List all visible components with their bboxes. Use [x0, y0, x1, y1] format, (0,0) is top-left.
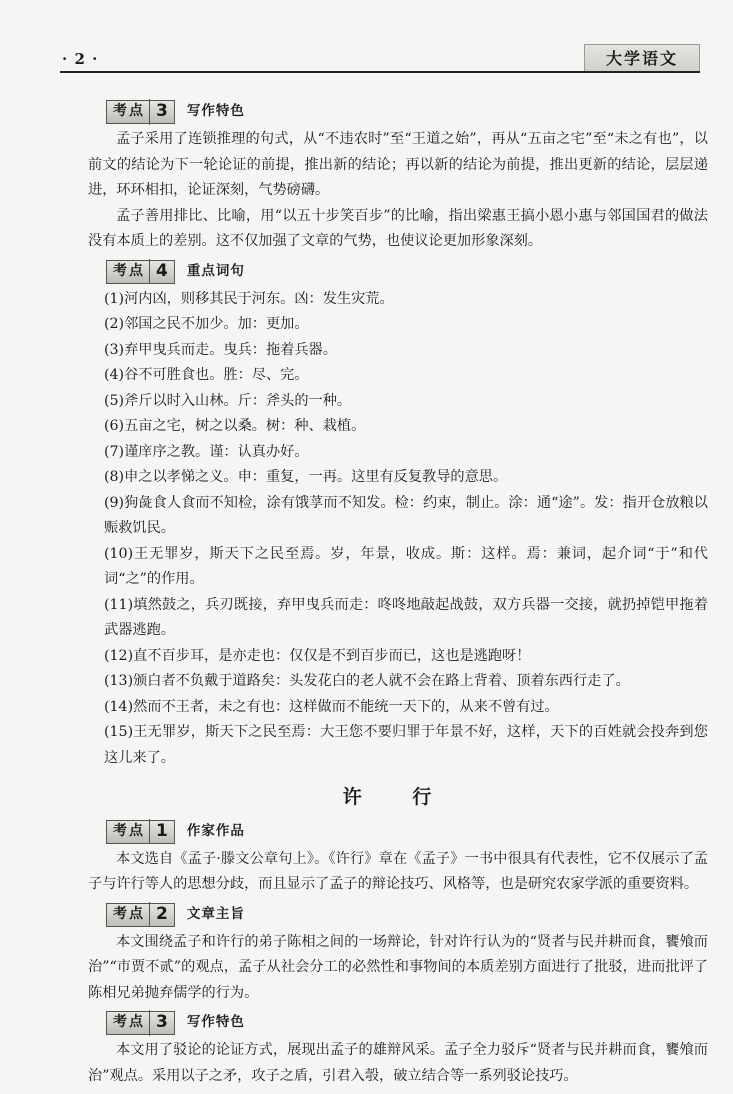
- list-item: (4)谷不可胜食也。胜：尽、完。: [104, 367, 309, 383]
- exam-point-heading: [106, 902, 708, 928]
- exam-point-number: 1: [149, 819, 168, 845]
- list-item: (11)填然鼓之，兵刃既接，弃甲曳兵而走：咚咚地敲起战鼓，双方兵器一交接，就扔掉铠甲拖着武器逃跑。: [104, 596, 708, 638]
- exam-point-number: 4: [149, 259, 168, 285]
- exam-point-badge: [106, 820, 175, 844]
- exam-point-number: 3: [149, 99, 168, 125]
- list-item: (15)王无罪岁，斯天下之民至焉：大王您不要归罪于年景不好，这样，天下的百姓就会投奔到您这儿来了。: [104, 724, 708, 766]
- exam-point-heading: [106, 99, 708, 125]
- key-phrases-list: [88, 287, 708, 772]
- exam-point-heading: [106, 819, 708, 845]
- section-title: 许 行: [342, 786, 454, 808]
- page-content: [88, 95, 708, 1089]
- paragraph: 本文选自《孟子·滕文公章句上》。《许行》章在《孟子》一书中很具有代表性，它不仅展示了孟子与许行等人的思想分歧，而且显示了孟子的辩论技巧、风格等，也是研究农家学派的重要资料。: [88, 850, 708, 892]
- list-item: (14)然而不王者，未之有也：这样做而不能统一天下的，从来不曾有过。: [104, 698, 559, 715]
- exam-point-title: 文章主旨: [186, 905, 245, 922]
- list-item: (9)狗彘食人食而不知检，涂有饿莩而不知发。检：约束，制止。涂：通“途”。发：指开仓放粮以赈救饥民。: [104, 494, 708, 536]
- list-item: (3)弃甲曳兵而走。曳兵：拖着兵器。: [104, 341, 337, 358]
- exam-point-label: 考点: [113, 822, 145, 839]
- exam-point-title: 作家作品: [186, 822, 245, 839]
- list-item: (7)谨庠序之教。谨：认真办好。: [104, 443, 309, 460]
- paragraph: 本文用了驳论的论证方式，展现出孟子的雄辩风采。孟子全力驳斥“贤者与民并耕而食，饔飧而治”观点。采用以子之矛，攻子之盾，引君入彀，破立结合等一系列驳论技巧。: [88, 1042, 708, 1084]
- list-item: (6)五亩之宅，树之以桑。树：种、栽植。: [104, 418, 366, 434]
- exam-point-label: 考点: [113, 262, 145, 279]
- exam-point-badge: [106, 1011, 175, 1035]
- exam-point-badge: [106, 260, 175, 284]
- exam-point-badge: [106, 100, 175, 124]
- exam-point-label: 考点: [113, 1014, 145, 1031]
- paragraph: 孟子善用排比、比喻，用“以五十步笑百步”的比喻，指出梁惠王搞小恩小惠与邻国国君的做法没有本质上的差别。这不仅加强了文章的气势，也使议论更加形象深刻。: [88, 207, 708, 249]
- page-number: · 2 ·: [62, 50, 99, 68]
- exam-point-title: 重点词句: [186, 262, 245, 279]
- exam-point-title: 写作特色: [186, 103, 245, 120]
- header-rule: [60, 71, 700, 73]
- list-item: (13)颁白者不负戴于道路矣：头发花白的老人就不会在路上背着、顶着东西行走了。: [104, 673, 630, 689]
- list-item: (8)申之以孝悌之义。申：重复，一再。这里有反复教导的意思。: [104, 469, 508, 485]
- list-item: (2)邻国之民不加少。加：更加。: [104, 316, 309, 332]
- exam-point-heading: [106, 259, 708, 285]
- list-item: (1)河内凶，则移其民于河东。凶：发生灾荒。: [104, 290, 394, 307]
- list-item: (5)斧斤以时入山林。斤：斧头的一种。: [104, 392, 352, 409]
- exam-point-number: 2: [149, 902, 168, 928]
- exam-point-label: 考点: [113, 905, 145, 922]
- exam-point-badge: [106, 903, 175, 927]
- exam-point-label: 考点: [113, 103, 145, 120]
- paragraph: 本文围绕孟子和许行的弟子陈相之间的一场辩论，针对许行认为的“贤者与民并耕而食，饔飧而治”“市贾不贰”的观点，孟子从社会分工的必然性和事物间的本质差别方面进行了批驳，进而批评了陈相兄弟抛弃儒学的行为。: [88, 933, 708, 1001]
- exam-point-title: 写作特色: [186, 1014, 245, 1031]
- exam-point-number: 3: [149, 1010, 168, 1036]
- list-item: (10)王无罪岁，斯天下之民至焉。岁，年景，收成。斯：这样。焉：兼词，起介词“于”和代词“之”的作用。: [104, 545, 708, 587]
- list-item: (12)直不百步耳，是亦走也：仅仅是不到百步而已，这也是逃跑呀！: [104, 647, 531, 664]
- paragraph: 孟子采用了连锁推理的句式，从“不违农时”至“王道之始”，再从“五亩之宅”至“未之有也”，以前文的结论为下一轮论证的前提，推出新的结论；再以新的结论为前提，推出更新的结论，层层递进，环环相扣，论证深刻，气势磅礴。: [88, 131, 708, 198]
- exam-point-heading: [106, 1010, 708, 1036]
- running-header-book-title: 大学语文: [584, 44, 700, 72]
